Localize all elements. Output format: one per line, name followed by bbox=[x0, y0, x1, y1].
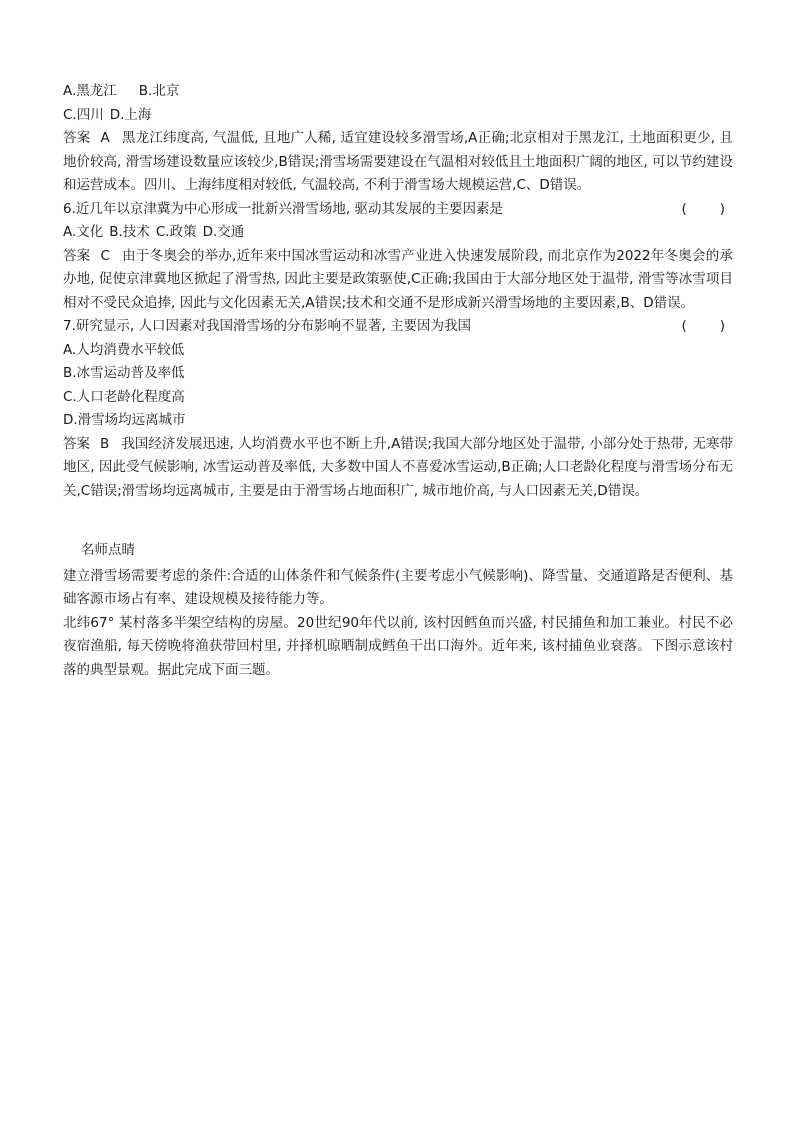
answer-letter: A bbox=[100, 130, 110, 146]
document-page bbox=[63, 80, 733, 682]
answer-label: 答案 bbox=[63, 435, 91, 452]
section-spacer bbox=[63, 503, 733, 539]
answer-letter: B bbox=[100, 435, 110, 452]
q6-option-a: A.文化 bbox=[63, 224, 104, 240]
q6-answer-blank: ( ) bbox=[681, 200, 727, 217]
q7-answer-blank: ( ) bbox=[681, 318, 727, 334]
q5-option-d: D.上海 bbox=[109, 106, 152, 123]
q7-option-a: A.人均消费水平较低 bbox=[63, 341, 185, 358]
q5-options-row1 bbox=[63, 80, 733, 104]
q6-options bbox=[63, 221, 733, 245]
answer-explanation: 由于冬奥会的举办,近年来中国冰雪运动和冰雪产业进入快速发展阶段, 而北京作为2022年冬奥会的承办地, 促使京津冀地区掀起了滑雪热, 因此主要是政策驱使,C正确;我国由于大部分地区处于温带, 滑雪等冰雪项目相对不受民众追捧, 因此与文化因素无关,A错误;技术和交通不是形成新兴滑雪场地的主要因素,B、D错误。 bbox=[63, 247, 734, 311]
answer-explanation: 黑龙江纬度高, 气温低, 且地广人稀, 适宜建设较多滑雪场,A正确;北京相对于黑龙江, 土地面积更少, 且地价较高, 滑雪场建设数量应该较少,B错误;滑雪场需要建设在气温相对较低且土地面积广阔的地区, 可以节约建设和运营成本。四川、上海纬度相对较低, 气温较高, 不利于滑雪场大规模运营,C、D错误。 bbox=[63, 130, 734, 193]
intro-passage: 北纬67° 某村落多半架空结构的房屋。20世纪90年代以前, 该村因鳕鱼而兴盛, 村民捕鱼和加工兼业。村民不必夜宿渔船, 每天傍晚将渔获带回村里, 并择机晾晒制成鳕鱼干出口海外。近年来, 该村捕鱼业衰落。下图示意该村落的典型景观。据此完成下面三题。 bbox=[63, 614, 733, 678]
q5-option-b: B.北京 bbox=[138, 83, 180, 99]
answer-label: 答案 bbox=[63, 130, 91, 146]
q7-option-d: D.滑雪场均远离城市 bbox=[63, 412, 186, 428]
q7-stem: 7.研究显示, 人口因素对我国滑雪场的分布影响不显著, 主要因为我国 bbox=[63, 318, 472, 334]
q5-answer bbox=[63, 127, 733, 198]
q6-option-c: C.政策 bbox=[155, 224, 197, 240]
q6-option-d: D.交通 bbox=[202, 224, 245, 240]
q6-option-b: B.技术 bbox=[109, 224, 150, 240]
q6-stem: 6.近几年以京津冀为中心形成一批新兴滑雪场地, 驱动其发展的主要因素是 bbox=[63, 200, 503, 217]
q5-options-row2 bbox=[63, 104, 733, 128]
q7-option-b: B.冰雪运动普及率低 bbox=[63, 365, 185, 381]
answer-explanation: 我国经济发展迅速, 人均消费水平也不断上升,A错误;我国大部分地区处于温带, 小部分处于热带, 无寒带地区, 因此受气候影响, 冰雪运动普及率低, 大多数中国人不喜爱冰雪运动,B正确;人口老龄化程度与滑雪场分布无关,C错误;滑雪场均远离城市, 主要是由于滑雪场占地面积广, 城市地价高, 与人口因素无关,D错误。 bbox=[63, 435, 734, 499]
tips-title: 名师点睛 bbox=[81, 542, 135, 558]
tips-text: 建立滑雪场需要考虑的条件:合适的山体条件和气候条件(主要考虑小气候影响)、降雪量、交通道路是否便利、基础客源市场占有率、建设规模及接待能力等。 bbox=[63, 567, 733, 607]
q7-stem-row bbox=[63, 315, 733, 339]
q7-option-c: C.人口老龄化程度高 bbox=[63, 388, 185, 405]
q5-option-a: A.黑龙江 bbox=[63, 83, 117, 99]
answer-letter: C bbox=[100, 247, 110, 264]
q6-stem-row bbox=[63, 198, 733, 222]
q7-answer bbox=[63, 433, 733, 504]
q6-answer bbox=[63, 245, 733, 316]
answer-label: 答案 bbox=[63, 247, 91, 264]
q5-option-c: C.四川 bbox=[63, 106, 104, 123]
